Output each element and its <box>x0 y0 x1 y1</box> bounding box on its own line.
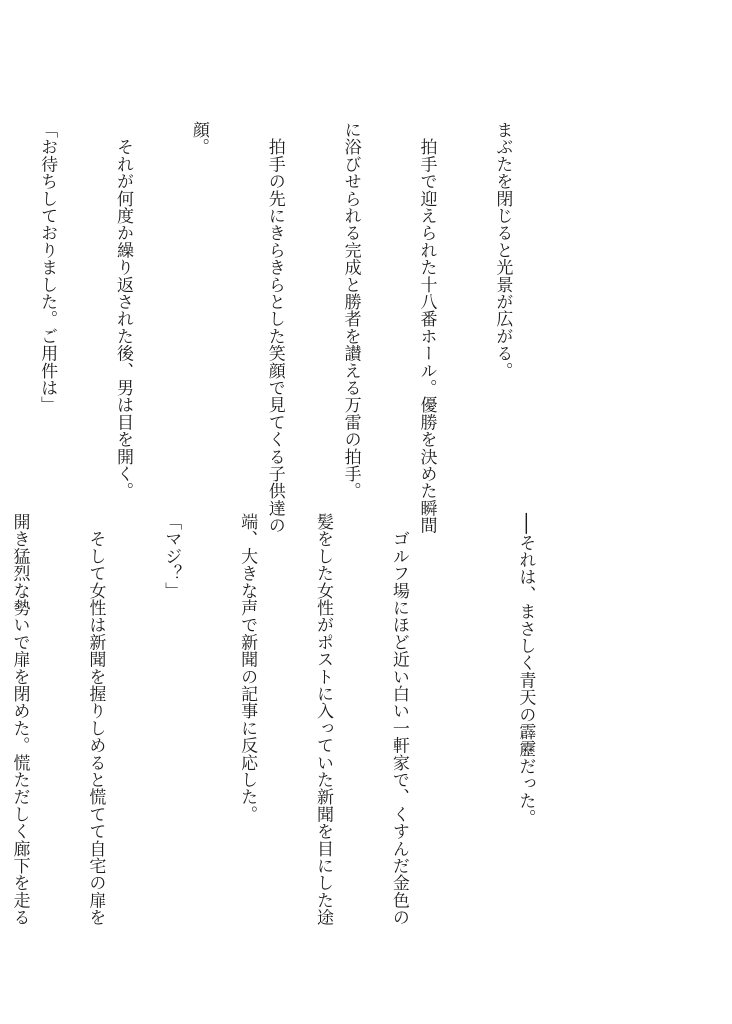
text-line: 「お待ちしておりました。ご用件は」 <box>37 121 58 414</box>
text-line: ──それは、まさしく青天の霹靂だった。 <box>515 513 536 827</box>
text-line: 拍手で迎えられた十八番ホール。優勝を決めた瞬間 <box>416 121 437 534</box>
text-line: それが何度か繰り返された後、男は目を開く。 <box>112 121 133 500</box>
text-line: に浴びせられる完成と勝者を讃える万雷の拍手。 <box>340 121 361 500</box>
text-line: 「マジ？」 <box>161 513 182 599</box>
text-line: まぶたを閉じると光景が広がる。 <box>492 121 513 379</box>
text-line: 髪をした女性がポストに入っていた新聞を目にした途 <box>313 513 334 926</box>
text-block-bottom <box>0 513 588 926</box>
text-line: ゴルフ場にほど近い白い一軒家で、くすんだ金色の <box>388 513 409 926</box>
text-line: 開き猛烈な勢いで扉を閉めた。慌ただしく廊下を走る <box>9 513 30 926</box>
text-line: 顔。 <box>188 121 209 156</box>
text-block-top <box>0 121 565 534</box>
text-line: そして女性は新聞を握りしめると慌てて自宅の扉を <box>85 513 106 926</box>
text-line: 端、大きな声で新聞の記事に反応した。 <box>237 513 258 823</box>
text-line: 拍手の先にきらきらとした笑顔で見てくる子供達の <box>264 121 285 534</box>
